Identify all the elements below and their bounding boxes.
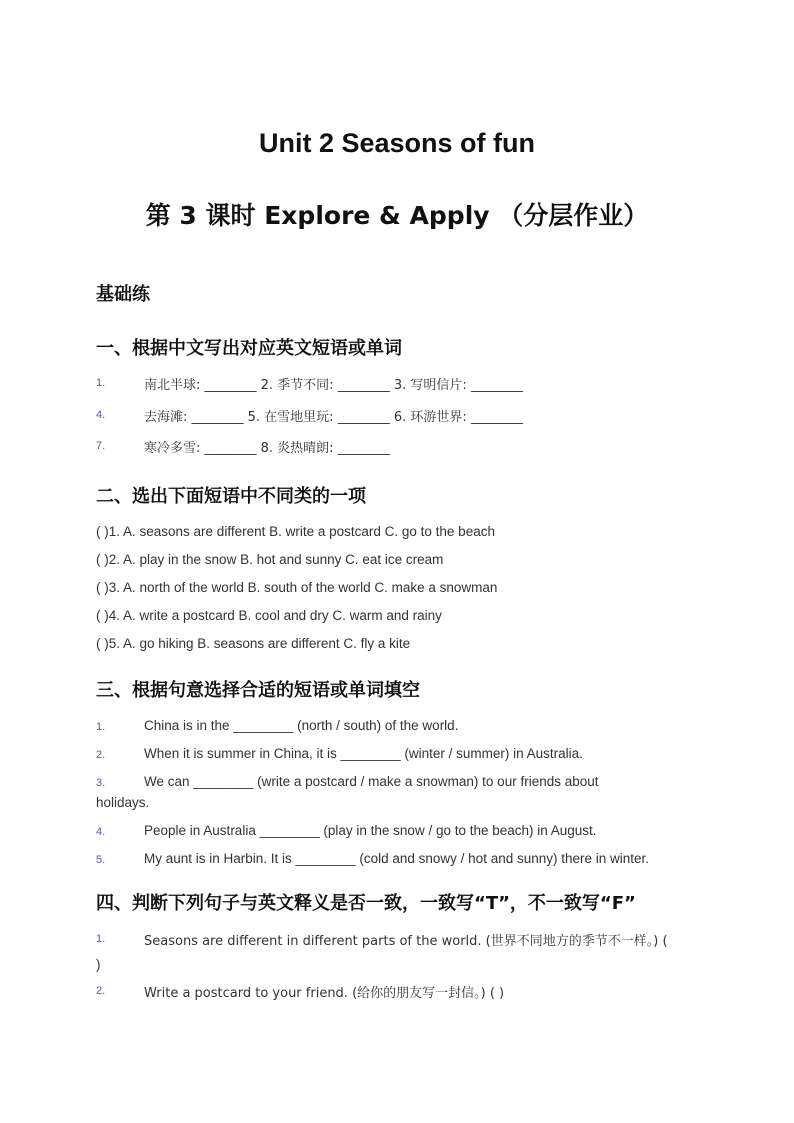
choice-question: ( )3. A. north of the world B. south of the world C. make a snowman: [96, 580, 498, 595]
choice-question: ( )5. A. go hiking B. seasons are different C. fly a kite: [96, 636, 411, 651]
item-number: 3.: [96, 777, 106, 789]
level-label: 基础练: [96, 284, 150, 305]
true-false-sentence: Seasons are different in different parts of the world. (世界不同地方的季节不一样。) (: [144, 934, 668, 949]
item-number: 2.: [96, 749, 106, 761]
item-number: 7.: [96, 440, 106, 452]
vocab-line: 去海滩: ________ 5. 在雪地里玩: ________ 6. 环游世界: ________: [144, 410, 523, 425]
fill-blank-sentence: My aunt is in Harbin. It is ________ (cold and snowy / hot and sunny) there in winter.: [144, 851, 650, 866]
fill-blank-sentence: People in Australia ________ (play in the snow / go to the beach) in August.: [144, 823, 597, 838]
lesson-subtitle: 第 3 课时 Explore & Apply （分层作业）: [145, 201, 649, 230]
item-number: 4.: [96, 409, 106, 421]
item-number: 4.: [96, 826, 106, 838]
item-number: 2.: [96, 985, 106, 997]
item-number: 1.: [96, 721, 106, 733]
section-1-heading: 一、根据中文写出对应英文短语或单词: [96, 338, 402, 359]
true-false-sentence: Write a postcard to your friend. (给你的朋友写一封信。) ( ): [144, 986, 505, 1001]
section-2-heading: 二、选出下面短语中不同类的一项: [96, 486, 366, 507]
vocab-line: 南北半球: ________ 2. 季节不同: ________ 3. 写明信片: ________: [144, 378, 523, 393]
fill-blank-sentence: When it is summer in China, it is ________ (winter / summer) in Australia.: [144, 746, 583, 761]
vocab-line: 寒冷多雪: ________ 8. 炎热晴朗: ________: [144, 441, 390, 456]
section-4-heading: 四、判断下列句子与英文释义是否一致，一致写“T”，不一致写“F”: [96, 893, 636, 914]
item-number: 5.: [96, 854, 106, 866]
item-number: 1.: [96, 377, 106, 389]
section-3-heading: 三、根据句意选择合适的短语或单词填空: [96, 680, 420, 701]
fill-blank-sentence: We can ________ (write a postcard / make a snowman) to our friends about: [144, 774, 599, 789]
choice-question: ( )4. A. write a postcard B. cool and dry C. warm and rainy: [96, 608, 442, 623]
choice-question: ( )1. A. seasons are different B. write a postcard C. go to the beach: [96, 524, 495, 539]
item-number: 1.: [96, 933, 106, 945]
choice-question: ( )2. A. play in the snow B. hot and sunny C. eat ice cream: [96, 552, 444, 567]
document-title: Unit 2 Seasons of fun: [258, 128, 536, 158]
fill-blank-sentence: China is in the ________ (north / south) of the world.: [144, 718, 459, 733]
sentence-continuation: ): [96, 957, 101, 972]
sentence-continuation: holidays.: [96, 795, 150, 810]
